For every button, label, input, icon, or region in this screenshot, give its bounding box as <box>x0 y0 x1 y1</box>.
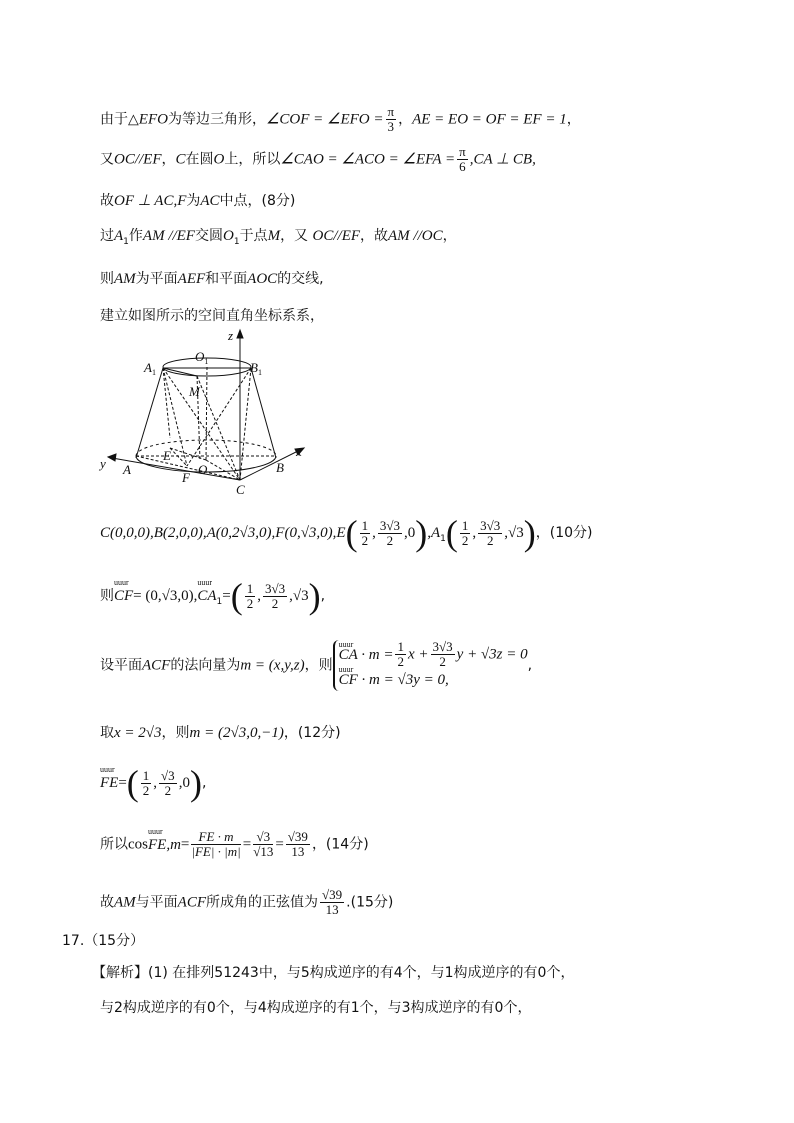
math: uuur CA · m = <box>339 644 394 666</box>
math: = <box>275 836 284 853</box>
fraction: $\frac{3√3}{2}$ <box>480 517 501 548</box>
math: OF ⊥ AC,F <box>114 193 187 209</box>
text: ，又 <box>280 228 313 244</box>
text: 于点 <box>239 228 268 244</box>
math: A <box>114 228 124 244</box>
text: ，(14分) <box>311 836 369 853</box>
math: OC//EF <box>114 151 162 168</box>
text-line-8: 则uuur CF= (0,√3,0),uuur $CA_1=$( $\frac{1}{2}$ , $\frac{3√3}{2}$ ,√3), <box>100 575 325 617</box>
text: 故 <box>100 894 114 911</box>
label-o1: $O_1$ <box>195 349 209 366</box>
text: 则 <box>100 588 114 604</box>
text: 设平面 <box>100 657 142 674</box>
z-arrow <box>237 330 243 338</box>
math: m = (x,y,z) <box>240 657 305 674</box>
label-o: O <box>198 462 208 477</box>
label-a: A <box>123 462 131 477</box>
fraction: $\frac{1}{2}$ <box>461 517 469 548</box>
math: ∠COF = ∠EFO = <box>265 111 384 128</box>
text: 则 <box>100 271 114 287</box>
question-number <box>62 930 144 950</box>
math: AM //EF <box>142 228 195 244</box>
math: = <box>222 588 231 604</box>
text: 作 <box>128 228 143 244</box>
x-axis <box>240 450 300 480</box>
text: 为平面 <box>135 271 178 287</box>
text: ， <box>442 228 457 244</box>
math: ,√3 <box>289 588 309 604</box>
math: M <box>267 228 281 244</box>
text: 又 <box>100 151 114 168</box>
text: 建立如图所示的空间直角坐标系系， <box>100 308 324 324</box>
fraction: $\frac{3√3}{2}$ <box>379 517 400 548</box>
label-b1: $B_1$ <box>250 360 262 377</box>
text: 上，所以 <box>224 151 281 168</box>
math: C <box>175 151 186 168</box>
text: 17.（15分） <box>62 933 145 949</box>
label-y: y <box>100 456 106 471</box>
math: ,0 <box>178 775 190 791</box>
text-line-12 <box>100 830 369 859</box>
text: 与2构成逆序的有0个，与4构成逆序的有1个，与3构成逆序的有0个， <box>100 1000 532 1016</box>
math: x = 2√3 <box>114 725 162 741</box>
math: uuur CF · m = √3y = 0, <box>339 669 449 691</box>
fraction: $\frac{√39}{13}$ <box>322 887 343 917</box>
text-line-1 <box>100 105 581 134</box>
text: 【解析】(1) 在排列51243中，与5构成逆序的有4个，与1构成逆序的有0个， <box>92 965 575 981</box>
text-line-10 <box>100 722 341 742</box>
text-line-4: 过$A_1$作AM //EF交圆$O_1$于点M，又 OC//EF，故AM //OC， <box>100 228 457 247</box>
text: 故 <box>100 193 114 209</box>
dash-o1-o <box>206 367 207 460</box>
text: ， <box>161 151 176 168</box>
fraction: $\frac{√3}{2}$ <box>161 767 175 798</box>
math: AM <box>114 271 136 287</box>
text-line-16 <box>100 997 531 1017</box>
math: ,CA ⊥ CB, <box>469 151 536 168</box>
math: AOC <box>247 271 278 287</box>
math: ,0 <box>403 525 416 541</box>
label-c: C <box>236 482 245 497</box>
label-e: E <box>163 448 171 463</box>
label-z: z <box>228 328 234 343</box>
label-m: M <box>189 384 200 399</box>
text: 在圆 <box>185 151 214 168</box>
text-line-15 <box>92 962 574 982</box>
math: ACF <box>142 657 171 674</box>
fraction: $\frac{1}{2}$ <box>142 767 150 798</box>
equation-system: uuur CA · m = $\frac{1}{2}$ x + $\frac{3√3}{2}$ y + √3z = 0 uuur CF · m = √3y = 0, <box>333 640 528 691</box>
fraction: $\frac{√39}{13}$ <box>287 829 308 859</box>
text: 与平面 <box>135 894 178 911</box>
math: AM //OC <box>388 228 443 244</box>
fraction: $\frac{1}{2}$ <box>361 517 369 548</box>
label-b: B <box>276 460 284 475</box>
fraction: $\frac{\pi}{6}$ <box>459 144 466 174</box>
text: 的交线, <box>277 271 324 287</box>
text: ，(10分) <box>535 525 593 541</box>
y-arrow <box>108 454 116 461</box>
text: ，则 <box>304 657 333 674</box>
text-line-5 <box>100 268 324 288</box>
math: AE = EO = OF = EF = 1 <box>412 111 567 128</box>
math: ,√3 <box>504 525 524 541</box>
math: ,A <box>427 525 441 541</box>
text: 为 <box>186 193 201 209</box>
text: 过 <box>100 228 114 244</box>
text: 和平面 <box>205 271 248 287</box>
segment-a1m <box>163 368 197 376</box>
slant-right <box>251 368 276 458</box>
vector-cf: uuur CF <box>114 588 133 605</box>
triangle-symbol: △ <box>128 111 139 128</box>
text-line-13 <box>100 888 393 917</box>
math: ∠CAO = ∠ACO = ∠EFA = <box>280 151 456 168</box>
math: uuur FE,m <box>148 837 181 854</box>
math: = <box>118 775 127 791</box>
text: 的法向量为 <box>170 657 241 674</box>
frustum-figure <box>90 328 320 498</box>
dash-b1-c <box>240 368 251 480</box>
math: = <box>242 836 252 853</box>
dash-b1-f <box>187 368 251 466</box>
text: ，故 <box>360 228 389 244</box>
math: C(0,0,0),B(2,0,0),A(0,2√3,0),F(0,√3,0),E <box>100 525 346 541</box>
math: = (0,√3,0), <box>133 588 198 604</box>
text: 为等边三角形， <box>167 111 266 128</box>
text: , <box>201 775 207 791</box>
text: 由于 <box>100 111 128 128</box>
text: 取 <box>100 725 114 741</box>
text-line-6 <box>100 305 324 325</box>
text: 所成角的正弦值为 <box>206 894 319 911</box>
vector-fe: uuur FE <box>100 775 118 792</box>
text-line-3 <box>100 190 295 210</box>
fraction: $\frac{FE \cdot m}{|FE| \cdot |m|}$ <box>191 829 241 859</box>
math: AM <box>114 894 136 911</box>
fraction: $\frac{\pi}{3}$ <box>387 104 395 134</box>
math: O <box>222 228 234 244</box>
math: AC <box>200 193 220 209</box>
slant-left <box>136 368 163 458</box>
text: ， <box>566 111 581 128</box>
fraction: $\frac{√3}{√13}$ <box>253 829 274 859</box>
math: AEF <box>177 271 206 287</box>
math: OC//EF <box>312 228 361 244</box>
dash-e-o <box>170 448 206 460</box>
text: ， <box>398 111 413 128</box>
text: ，则 <box>161 725 190 741</box>
math: O <box>213 151 225 168</box>
label-f: F <box>182 470 190 485</box>
fraction: $\frac{3√3}{2}$ <box>264 580 286 611</box>
text: 中点，(8分) <box>219 193 296 209</box>
fraction: $\frac{1}{2}$ <box>246 580 254 611</box>
vector-ca1: uuur CA <box>197 588 216 605</box>
text-line-2 <box>100 145 536 174</box>
text: , <box>527 657 533 674</box>
text: ，(12分) <box>283 725 341 741</box>
label-x: x <box>296 444 302 459</box>
math: = <box>180 836 190 853</box>
math: m = (2√3,0,−1) <box>189 725 284 741</box>
text-line-9 <box>100 640 532 691</box>
dash-a1-e <box>163 368 170 438</box>
text: 交圆 <box>194 228 223 244</box>
text-line-11: uuur FE=( $\frac{1}{2}$ , $\frac{√3}{2}$ ,0), <box>100 762 206 804</box>
label-a1: $A_1$ <box>144 360 156 377</box>
text-line-7: C(0,0,0),B(2,0,0),A(0,2√3,0),F(0,√3,0),E( $\frac{1}{2}$ , $\frac{3√3}{2}$ $,0),A_1$( $\frac{1}{2}$ , $\frac{3√3}{2}$ ,√3)，(10分) <box>100 513 593 553</box>
text: , <box>320 588 326 604</box>
text: 所以 <box>100 836 128 853</box>
text: .(15分) <box>346 894 394 911</box>
math: cos <box>128 836 148 853</box>
math: ACF <box>177 894 207 911</box>
math: EFO <box>138 111 168 128</box>
